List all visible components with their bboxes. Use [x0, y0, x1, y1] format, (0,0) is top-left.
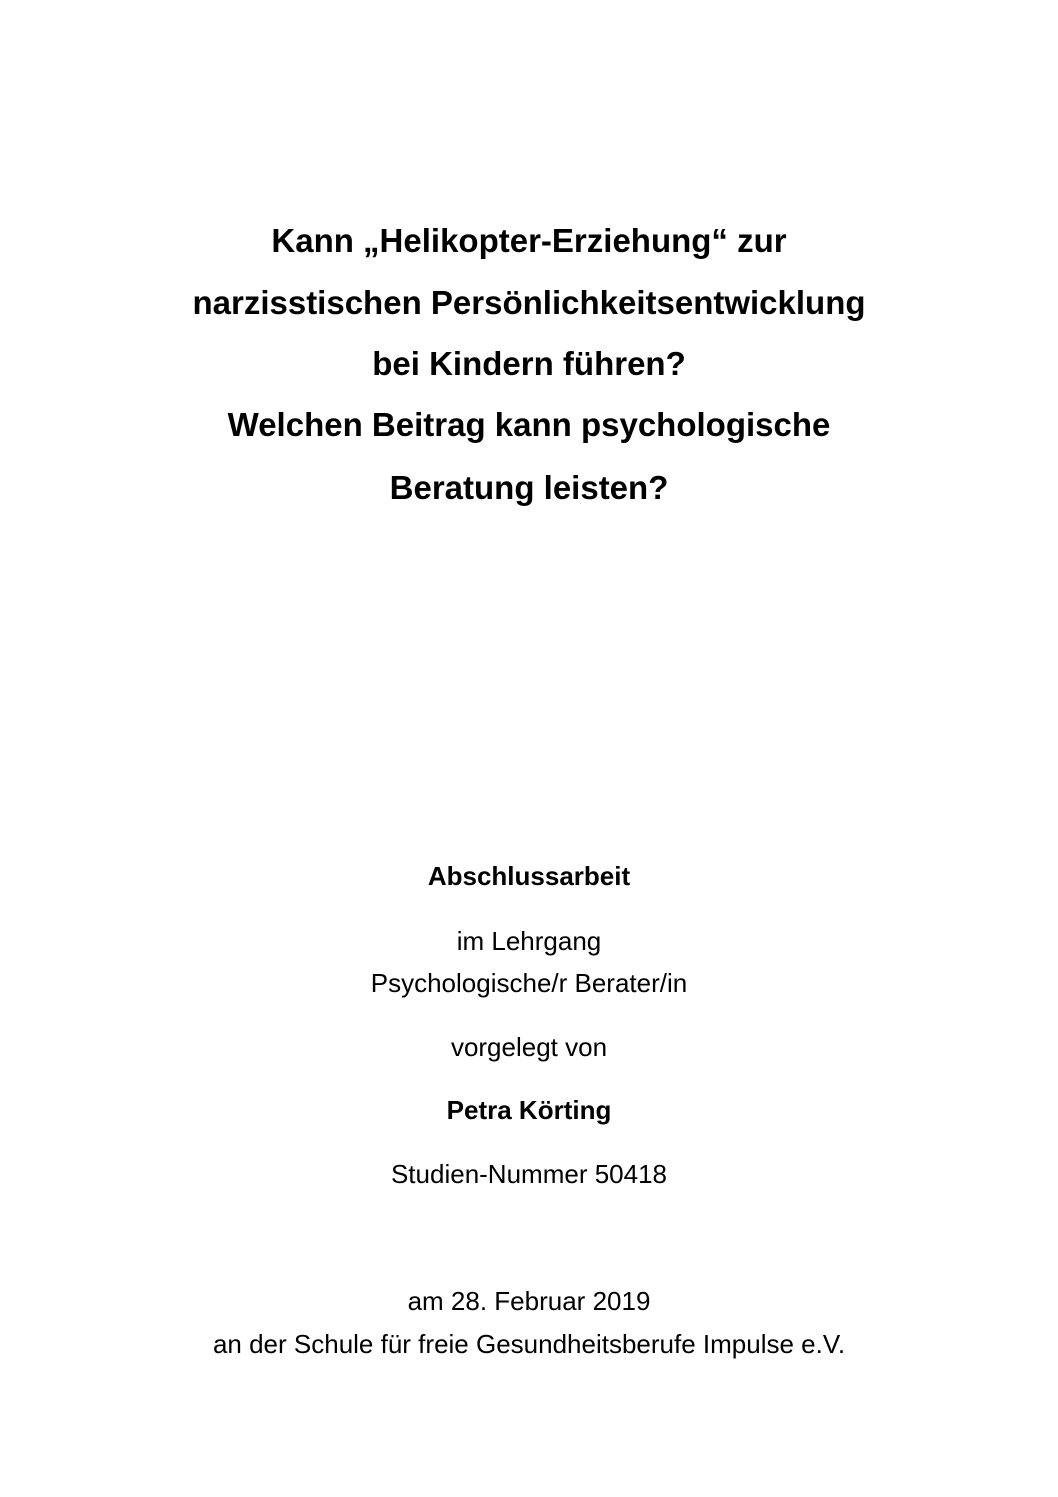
title-line-1: Kann „Helikopter-Erziehung“ zur [271, 222, 787, 259]
title-line-3: bei Kindern führen? [372, 345, 686, 382]
title-line-4: Welchen Beitrag kann psychologische [227, 406, 831, 443]
course-intro: im Lehrgang [456, 926, 602, 956]
submitted-by-label: vorgelegt von [450, 1032, 608, 1062]
institution: an der Schule für freie Gesundheitsberufe Impulse e.V. [212, 1329, 846, 1359]
title-line-5: Beratung leisten? [389, 469, 669, 506]
student-number: Studien-Nummer 50418 [390, 1159, 668, 1189]
submission-date: am 28. Februar 2019 [407, 1286, 651, 1316]
author-name: Petra Körting [446, 1095, 612, 1125]
course-name: Psychologische/r Berater/in [370, 968, 688, 998]
thesis-type: Abschlussarbeit [427, 861, 631, 891]
title-line-2: narzisstischen Persönlichkeitsentwicklung [192, 284, 866, 321]
